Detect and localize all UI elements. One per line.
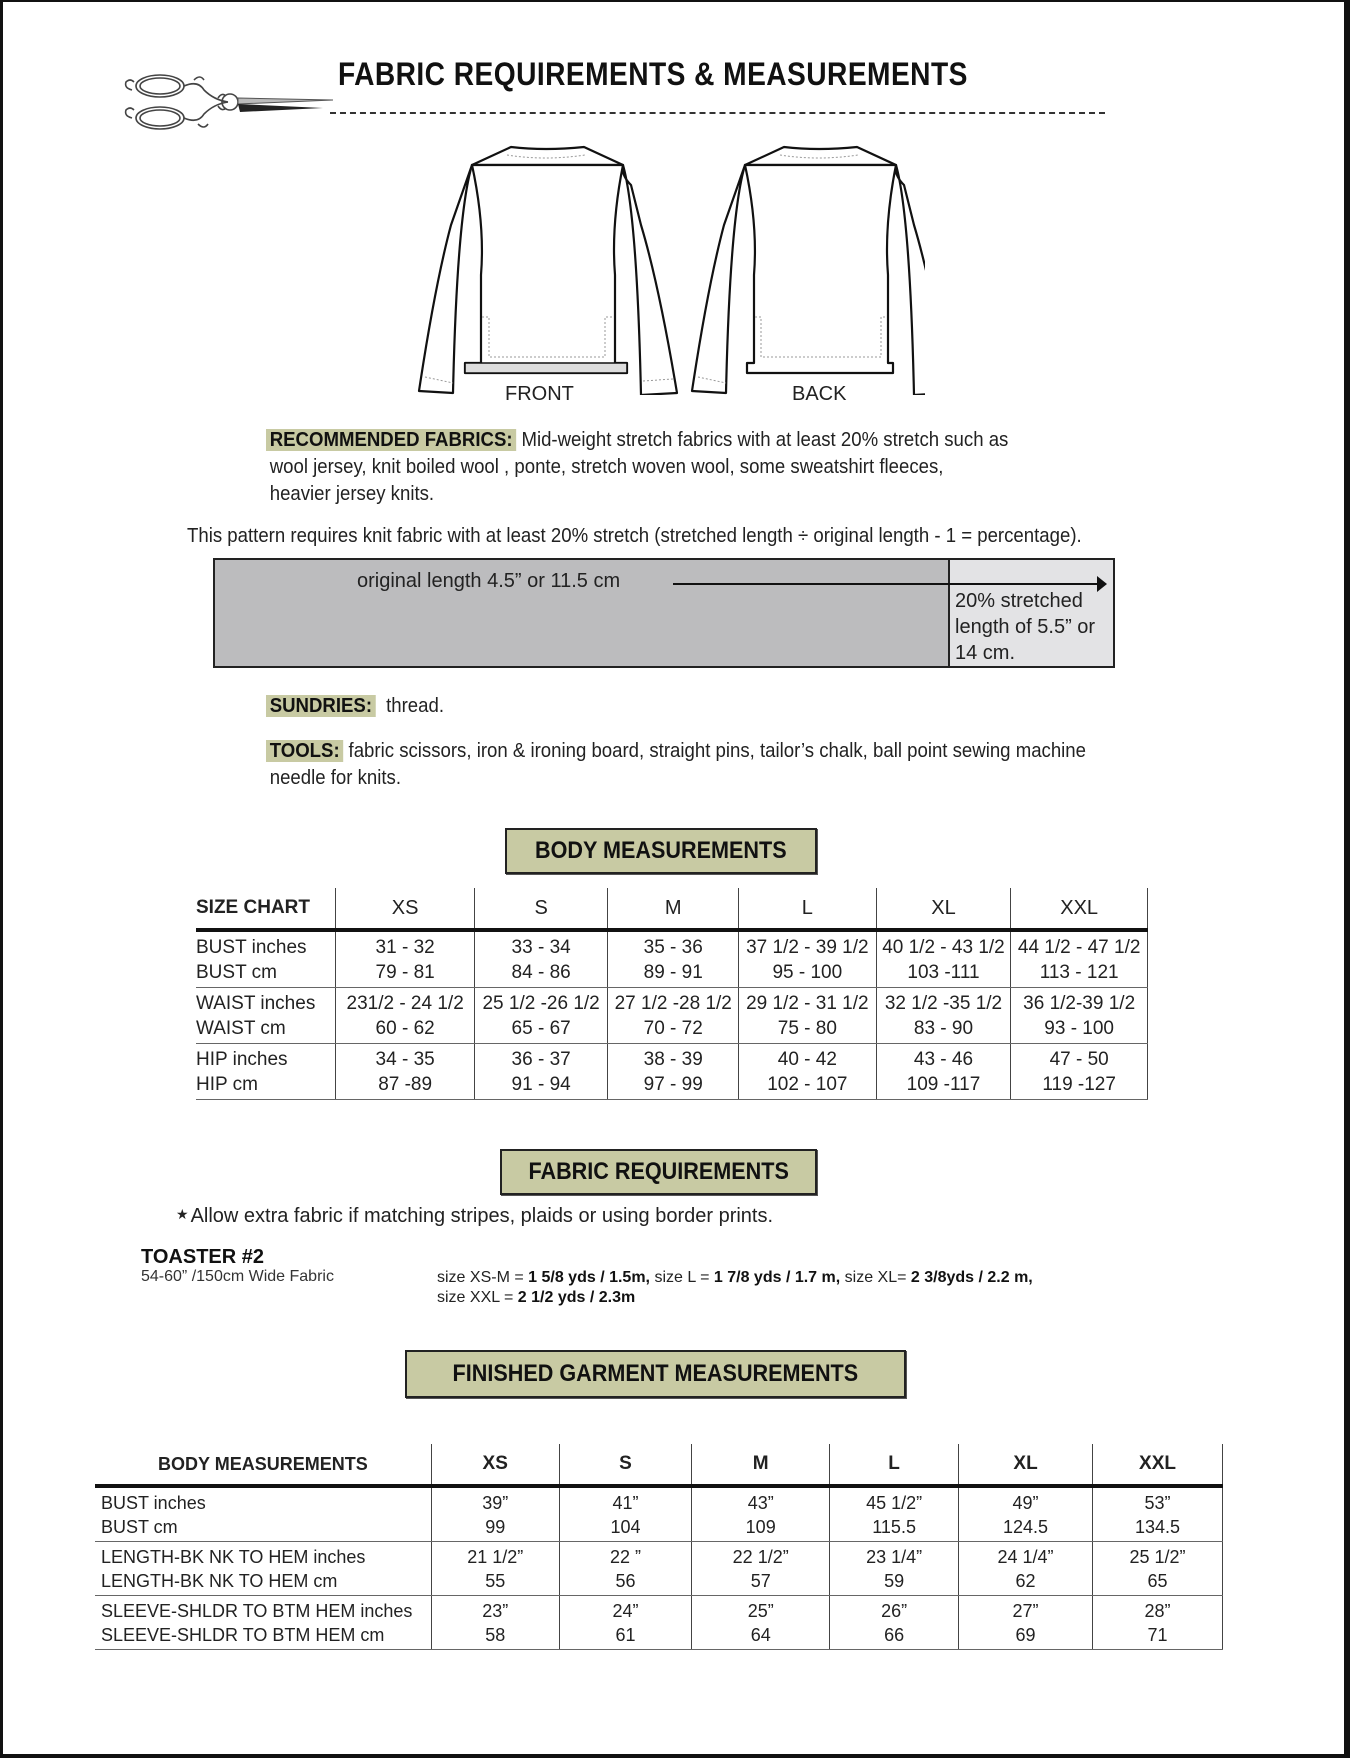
measurement-cell: [608, 1044, 739, 1100]
pattern-name: TOASTER #2: [141, 1246, 264, 1268]
size-header: XL: [959, 1444, 1093, 1486]
cm-value: 71: [1147, 1625, 1168, 1645]
cm-value: 102 - 107: [767, 1074, 848, 1095]
table-header-row: [196, 888, 1148, 930]
measurement-cell: [739, 988, 877, 1044]
table-row: [196, 930, 1148, 988]
size-header: XL: [876, 888, 1011, 930]
inches-value: 40 - 42: [777, 1049, 837, 1070]
measurement-cell: [959, 1542, 1093, 1596]
table-header-row: [95, 1444, 1223, 1486]
inches-value: 27”: [1012, 1601, 1039, 1621]
inches-value: 26”: [881, 1601, 908, 1621]
cm-value: 93 - 100: [1044, 1018, 1115, 1039]
sundries-text: thread.: [386, 695, 445, 717]
measurement-cell: [336, 1044, 474, 1100]
yardage-size: size XXL =: [437, 1289, 518, 1306]
inches-value: 47 - 50: [1049, 1049, 1109, 1070]
size-header: L: [739, 888, 877, 930]
measurement-label: BUST inches: [101, 1493, 206, 1513]
recommended-line-2: wool jersey, knit boiled wool , ponte, stretch woven wool, some sweatshirt fleeces,: [269, 456, 944, 478]
measurement-cell: [336, 988, 474, 1044]
measurement-cell: [830, 1596, 959, 1650]
cm-value: 56: [615, 1571, 636, 1591]
inches-value: 25”: [747, 1601, 774, 1621]
fabric-requirements-banner: [500, 1149, 817, 1195]
inches-value: 33 - 34: [511, 937, 571, 958]
measurement-cell: [959, 1596, 1093, 1650]
measurement-label: BUST cm: [101, 1517, 178, 1537]
measurement-label: BUST cm: [196, 962, 277, 983]
cm-value: 65: [1147, 1571, 1168, 1591]
finished-measurements-banner: [405, 1350, 906, 1398]
fabric-width: 54-60” /150cm Wide Fabric: [141, 1268, 334, 1285]
recommended-line-1: Mid-weight stretch fabrics with at least 20% stretch such as: [521, 429, 1009, 451]
cm-value: 113 - 121: [1039, 962, 1119, 983]
size-header: XXL: [1093, 1444, 1223, 1486]
yardage-size: size XS-M =: [437, 1269, 529, 1286]
measurement-cell: [959, 1486, 1093, 1542]
measurement-label: LENGTH-BK NK TO HEM inches: [101, 1547, 366, 1567]
inches-value: 27 1/2 -28 1/2: [614, 993, 732, 1014]
measurement-cell: [474, 988, 608, 1044]
size-header: XS: [431, 1444, 559, 1486]
measurement-label: LENGTH-BK NK TO HEM cm: [101, 1571, 338, 1591]
yardage-amount: 2 1/2 yds / 2.3m: [517, 1289, 636, 1306]
measurement-cell: [431, 1486, 559, 1542]
cm-value: 119 -127: [1042, 1074, 1116, 1095]
measurement-cell: [559, 1542, 692, 1596]
inches-value: 43 - 46: [913, 1049, 974, 1070]
measurement-cell: [1093, 1486, 1223, 1542]
measurement-label-cell: [196, 930, 336, 988]
cm-value: 89 - 91: [643, 962, 703, 983]
size-header: XS: [336, 888, 474, 930]
extra-fabric-note: [176, 1205, 773, 1228]
inches-value: 49”: [1012, 1493, 1039, 1513]
measurement-cell: [431, 1542, 559, 1596]
measurement-label: BUST inches: [196, 937, 307, 958]
inches-value: 32 1/2 -35 1/2: [884, 993, 1003, 1014]
inches-value: 21 1/2”: [467, 1547, 524, 1567]
stretch-arrow-line: [673, 583, 1103, 585]
tools-label: TOOLS:: [266, 740, 343, 762]
yardage-size: size XL=: [840, 1269, 911, 1286]
inches-value: 24 1/4”: [997, 1547, 1054, 1567]
cm-value: 99: [485, 1517, 506, 1537]
table-row: [95, 1542, 1223, 1596]
cm-value: 109 -117: [906, 1074, 981, 1095]
inches-value: 25 1/2”: [1129, 1547, 1186, 1567]
size-header: M: [608, 888, 739, 930]
inches-value: 39”: [482, 1493, 509, 1513]
fabric-requirements-heading: FABRIC REQUIREMENTS: [528, 1158, 789, 1185]
measurement-cell: [474, 930, 608, 988]
arrow-right-icon: [1097, 576, 1107, 592]
yardage-amount: 1 5/8 yds / 1.5m,: [528, 1269, 650, 1286]
back-garment-drawing: [692, 147, 925, 395]
yardage-size: size L =: [650, 1269, 714, 1286]
measurement-label: WAIST inches: [196, 993, 316, 1014]
measurement-cell: [559, 1596, 692, 1650]
inches-value: 36 - 37: [511, 1049, 571, 1070]
inches-value: 43”: [747, 1493, 774, 1513]
inches-value: 24”: [612, 1601, 639, 1621]
inches-value: 23”: [482, 1601, 509, 1621]
measurement-cell: [559, 1486, 692, 1542]
cm-value: 83 - 90: [913, 1018, 974, 1039]
table-row: [95, 1596, 1223, 1650]
cm-value: 134.5: [1134, 1517, 1181, 1537]
front-view-label: FRONT: [505, 383, 574, 405]
recommended-line-3: heavier jersey knits.: [269, 483, 435, 505]
measurement-cell: [1011, 988, 1148, 1044]
size-header: XXL: [1011, 888, 1148, 930]
measurement-label: SLEEVE-SHLDR TO BTM HEM inches: [101, 1601, 413, 1621]
cm-value: 58: [485, 1625, 506, 1645]
measurement-label: HIP cm: [196, 1074, 258, 1095]
tools-line-1: fabric scissors, iron & ironing board, straight pins, tailor’s chalk, ball point sewing machine: [348, 740, 1086, 762]
measurement-cell: [830, 1542, 959, 1596]
cm-value: 62: [1015, 1571, 1036, 1591]
cm-value: 97 - 99: [643, 1074, 703, 1095]
measurement-label-cell: [95, 1486, 431, 1542]
cm-value: 61: [615, 1625, 636, 1645]
measurement-cell: [608, 988, 739, 1044]
measurement-cell: [474, 1044, 608, 1100]
size-header: M: [692, 1444, 830, 1486]
stretched-length-label: [955, 588, 1095, 666]
measurement-label-cell: [196, 1044, 336, 1100]
table-row: [196, 1044, 1148, 1100]
recommended-fabrics-label: RECOMMENDED FABRICS:: [266, 429, 516, 451]
measurement-cell: [830, 1486, 959, 1542]
measurement-cell: [739, 930, 877, 988]
stretch-note-text: This pattern requires knit fabric with at least 20% stretch (stretched length ÷ original length - 1 = percentage).: [187, 525, 1082, 547]
inches-value: 22 1/2”: [732, 1547, 789, 1567]
inches-value: 231/2 - 24 1/2: [346, 993, 464, 1014]
cm-value: 109: [745, 1517, 776, 1537]
cm-value: 79 - 81: [375, 962, 435, 983]
title-dashed-rule: [330, 112, 1105, 114]
measurement-label: HIP inches: [196, 1049, 288, 1070]
inches-value: 22 ”: [609, 1547, 642, 1567]
measurement-cell: [1093, 1596, 1223, 1650]
table-row: [196, 988, 1148, 1044]
page-title: FABRIC REQUIREMENTS & MEASUREMENTS: [338, 56, 968, 92]
tools-line-2: needle for knits.: [269, 767, 402, 789]
yardage-list: [437, 1268, 1033, 1308]
measurement-label: WAIST cm: [196, 1018, 286, 1039]
inches-value: 40 1/2 - 43 1/2: [882, 937, 1005, 958]
measurement-cell: [692, 1596, 830, 1650]
body-measurements-header: BODY MEASUREMENTS: [95, 1444, 431, 1486]
measurement-cell: [1093, 1542, 1223, 1596]
star-icon: ★: [176, 1206, 189, 1222]
cm-value: 84 - 86: [511, 962, 571, 983]
tools-section: [266, 738, 1148, 792]
inches-value: 38 - 39: [643, 1049, 703, 1070]
inches-value: 34 - 35: [375, 1049, 435, 1070]
cm-value: 65 - 67: [511, 1018, 571, 1039]
inches-value: 53”: [1144, 1493, 1171, 1513]
measurement-cell: [1011, 1044, 1148, 1100]
measurement-label-cell: [196, 988, 336, 1044]
size-header: S: [559, 1444, 692, 1486]
front-garment-drawing: [419, 147, 677, 395]
inches-value: 29 1/2 - 31 1/2: [746, 993, 869, 1014]
cm-value: 60 - 62: [375, 1018, 435, 1039]
cm-value: 55: [485, 1571, 506, 1591]
cm-value: 95 - 100: [772, 962, 843, 983]
cm-value: 57: [750, 1571, 771, 1591]
yardage-amount: 1 7/8 yds / 1.7 m,: [713, 1269, 841, 1286]
measurement-cell: [739, 1044, 877, 1100]
inches-value: 23 1/4”: [866, 1547, 923, 1567]
stretch-requirement-note: [187, 523, 1149, 550]
inches-value: 35 - 36: [643, 937, 703, 958]
inches-value: 31 - 32: [375, 937, 435, 958]
body-measurements-banner: [505, 828, 817, 874]
measurement-label: SLEEVE-SHLDR TO BTM HEM cm: [101, 1625, 385, 1645]
measurement-cell: [431, 1596, 559, 1650]
table-row: [95, 1486, 1223, 1542]
stretched-line-3: 14 cm.: [955, 642, 1016, 664]
garment-illustrations: [405, 135, 925, 395]
cm-value: 75 - 80: [777, 1018, 837, 1039]
inches-value: 41”: [612, 1493, 639, 1513]
measurement-cell: [1011, 930, 1148, 988]
inches-value: 37 1/2 - 39 1/2: [746, 937, 869, 958]
measurement-cell: [876, 988, 1011, 1044]
sundries-section: [266, 693, 457, 720]
original-length-label: original length 4.5” or 11.5 cm: [357, 570, 621, 592]
inches-value: 25 1/2 -26 1/2: [482, 993, 600, 1014]
measurement-label-cell: [95, 1542, 431, 1596]
body-measurements-heading: BODY MEASUREMENTS: [535, 837, 787, 864]
cm-value: 59: [884, 1571, 905, 1591]
measurement-cell: [608, 930, 739, 988]
measurement-cell: [336, 930, 474, 988]
stretched-line-1: 20% stretched: [955, 590, 1083, 612]
body-measurements-table: [196, 888, 1148, 1100]
extra-fabric-note-text: Allow extra fabric if matching stripes, plaids or using border prints.: [190, 1205, 774, 1227]
cm-value: 115.5: [872, 1517, 916, 1537]
size-header: L: [830, 1444, 959, 1486]
cm-value: 103 -111: [907, 962, 980, 983]
back-view-label: BACK: [792, 383, 847, 405]
measurement-cell: [876, 930, 1011, 988]
size-header: S: [474, 888, 608, 930]
cm-value: 124.5: [1003, 1517, 1049, 1537]
yardage-amount: 2 3/8yds / 2.2 m,: [910, 1269, 1033, 1286]
stretched-line-2: length of 5.5” or: [955, 616, 1096, 638]
inches-value: 28”: [1144, 1601, 1171, 1621]
finished-measurements-heading: FINISHED GARMENT MEASUREMENTS: [452, 1360, 859, 1387]
finished-measurements-table: [95, 1444, 1223, 1650]
sundries-label: SUNDRIES:: [266, 695, 376, 717]
cm-value: 70 - 72: [643, 1018, 703, 1039]
measurement-cell: [692, 1542, 830, 1596]
inches-value: 44 1/2 - 47 1/2: [1017, 937, 1141, 958]
scissors-icon: [118, 68, 348, 136]
measurement-label-cell: [95, 1596, 431, 1650]
size-chart-header: SIZE CHART: [196, 888, 336, 930]
cm-value: 91 - 94: [511, 1074, 571, 1095]
cm-value: 104: [610, 1517, 641, 1537]
recommended-fabrics-section: [266, 427, 1064, 508]
cm-value: 87 -89: [378, 1074, 433, 1095]
cm-value: 64: [750, 1625, 771, 1645]
inches-value: 36 1/2-39 1/2: [1023, 993, 1136, 1014]
cm-value: 66: [884, 1625, 905, 1645]
cm-value: 69: [1015, 1625, 1036, 1645]
measurement-cell: [876, 1044, 1011, 1100]
inches-value: 45 1/2”: [866, 1493, 923, 1513]
measurement-cell: [692, 1486, 830, 1542]
